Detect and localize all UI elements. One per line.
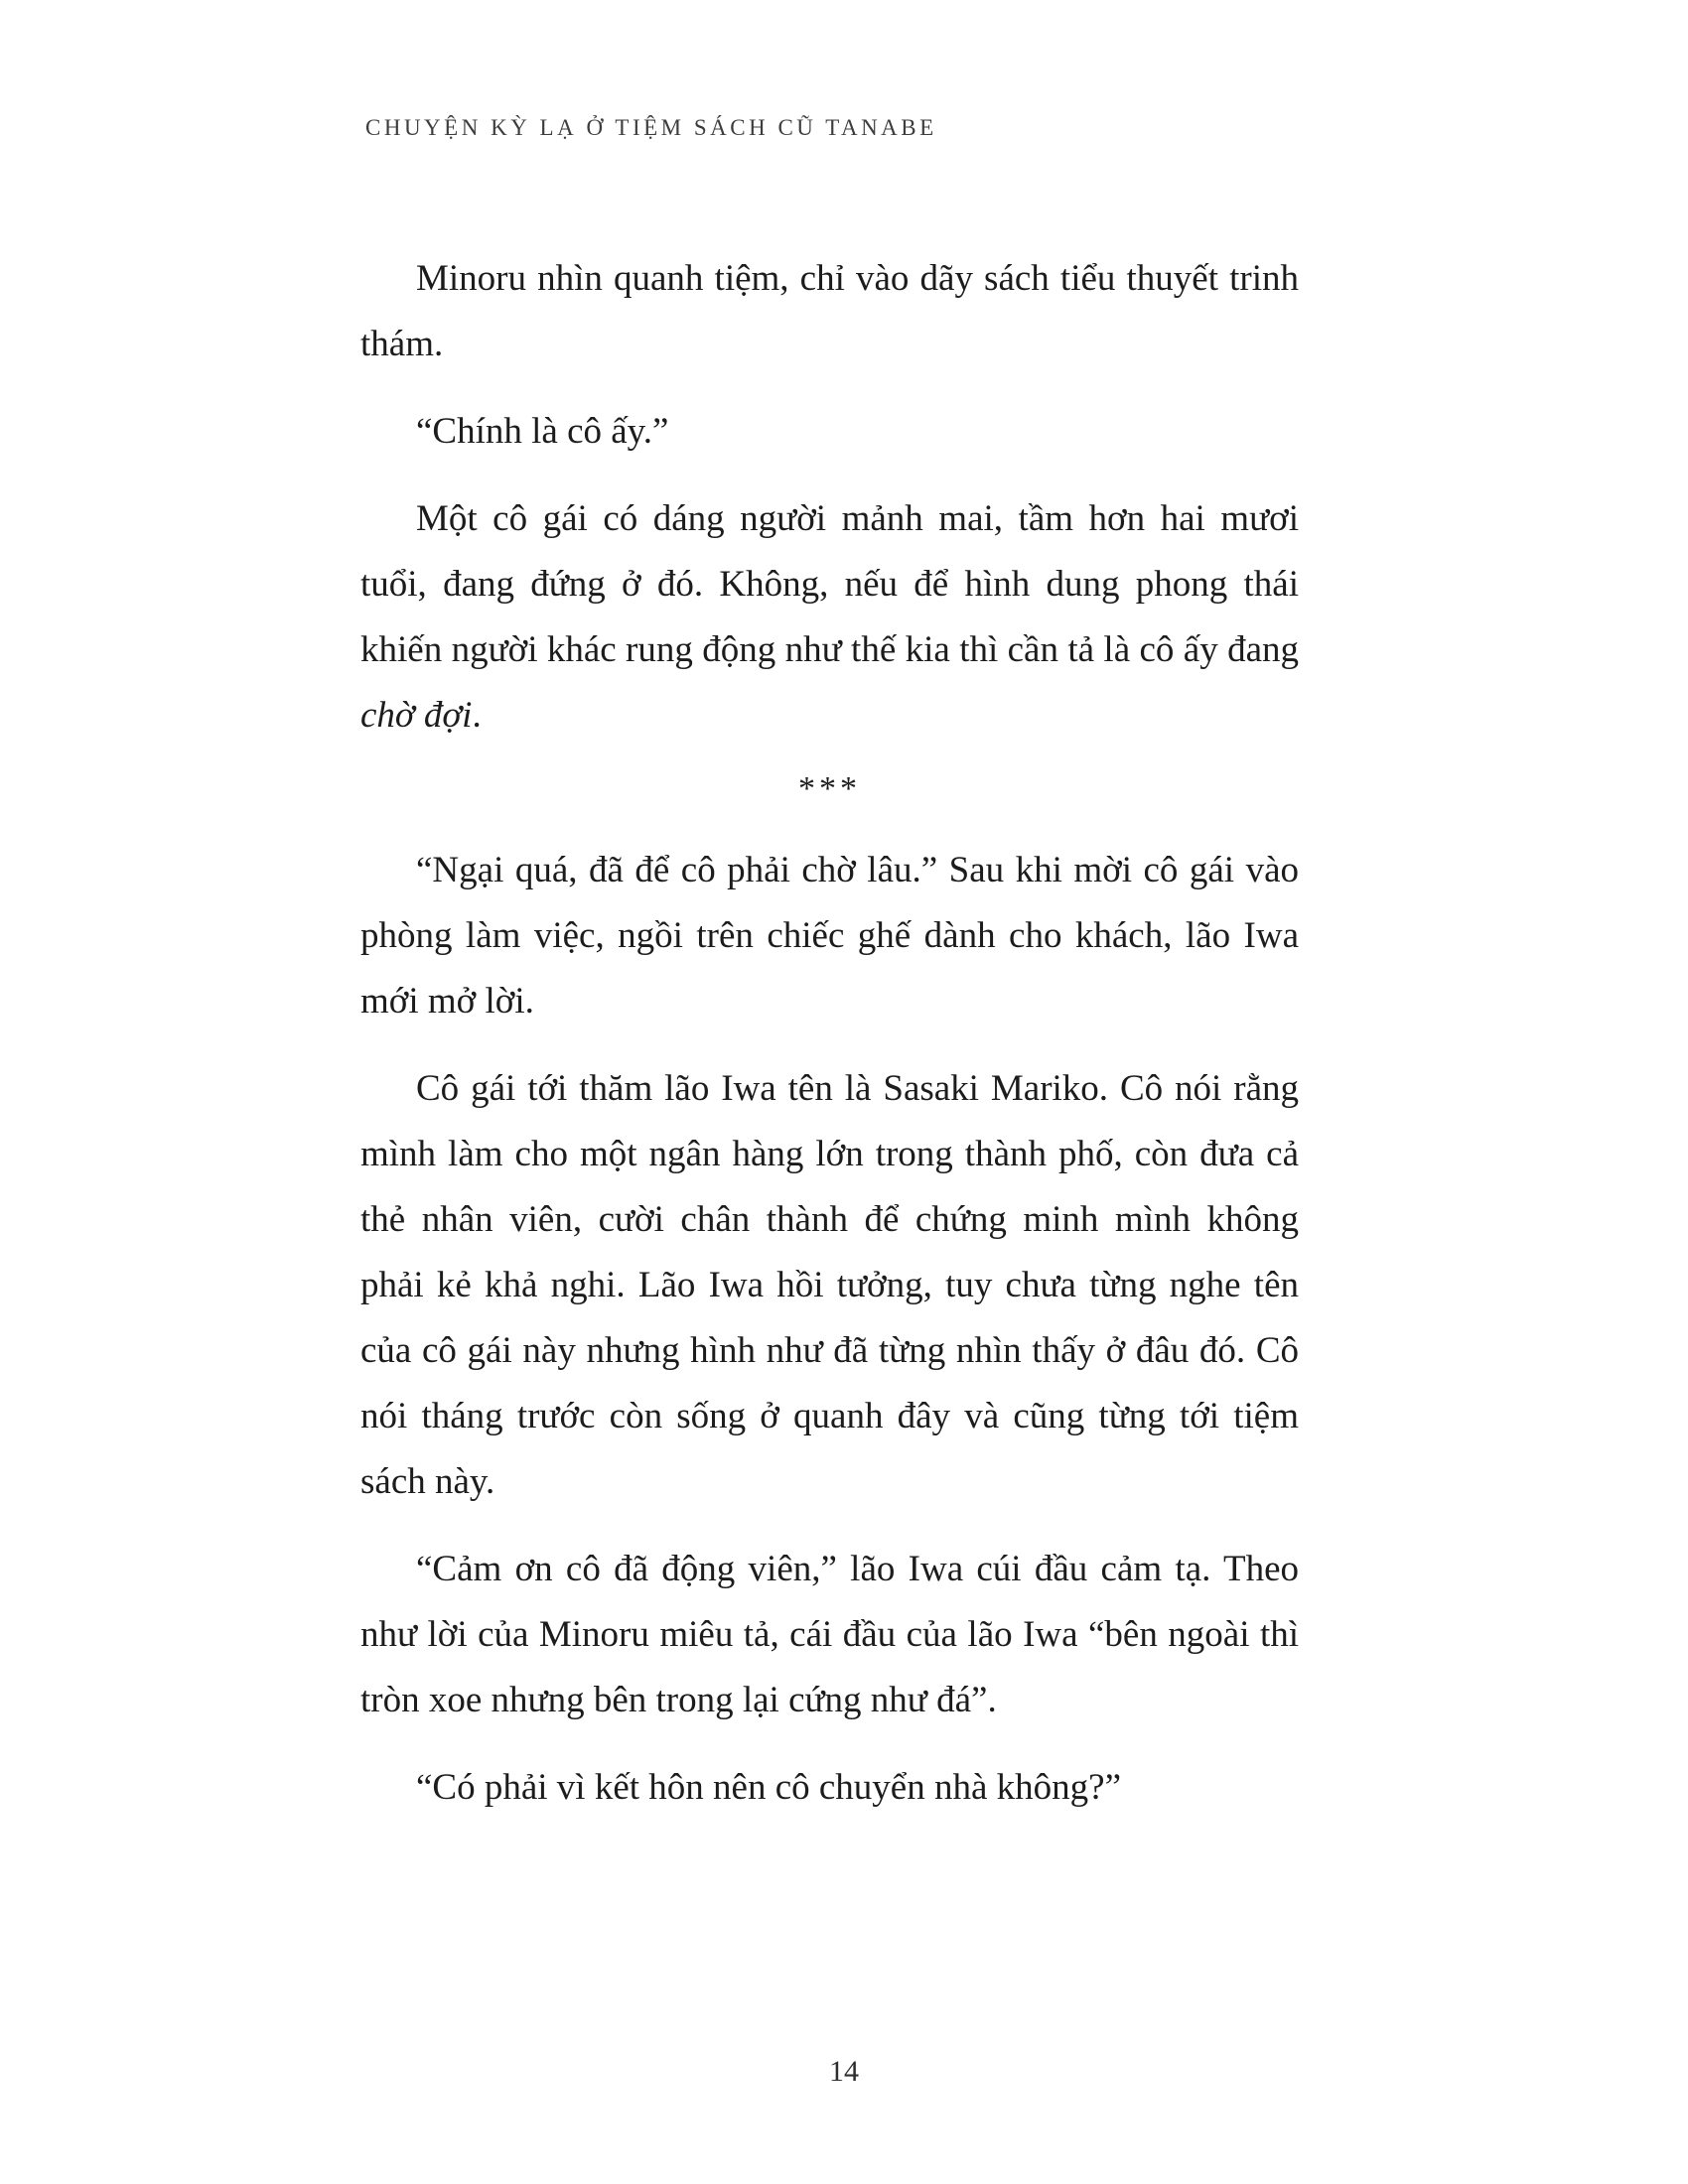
paragraph: “Ngại quá, đã để cô phải chờ lâu.” Sau khi mời cô gái vào phòng làm việc, ngồi trên chiếc ghế dành cho khách, lão Iwa mới mở lời. bbox=[360, 850, 1299, 1022]
text-block bbox=[360, 246, 1299, 1843]
paragraph: “Có phải vì kết hôn nên cô chuyển nhà không?” bbox=[416, 1767, 1121, 1808]
section-separator: *** bbox=[798, 770, 861, 807]
paragraph: Cô gái tới thăm lão Iwa tên là Sasaki Mariko. Cô nói rằng mình làm cho một ngân hàng lớn trong thành phố, còn đưa cả thẻ nhân viên, cười chân thành để chứng minh mình không phải kẻ khả nghi. Lão Iwa hồi tưởng, tuy chưa từng nghe tên của cô gái này nhưng hình như đã từng nhìn thấy ở đâu đó. Cô nói tháng trước còn sống ở quanh đây và cũng từng tới tiệm sách này. bbox=[360, 1068, 1299, 1502]
paragraph: “Cảm ơn cô đã động viên,” lão Iwa cúi đầu cảm tạ. Theo như lời của Minoru miêu tả, cái đầu của lão Iwa “bên ngoài thì tròn xoe nhưng bên trong lại cứng như đá”. bbox=[360, 1549, 1299, 1720]
paragraph bbox=[360, 486, 1299, 749]
running-header: CHUYỆN KỲ LẠ Ở TIỆM SÁCH CŨ TANABE bbox=[365, 115, 937, 140]
paragraph-text: Một cô gái có dáng người mảnh mai, tầm hơn hai mươi tuổi, đang đứng ở đó. Không, nếu để hình dung phong thái khiến người khác rung động như thế kia thì cần tả là cô ấy đang bbox=[360, 498, 1299, 670]
page-number: 14 bbox=[829, 2055, 859, 2088]
italic-phrase: chờ đợi bbox=[360, 695, 473, 736]
paragraph: “Chính là cô ấy.” bbox=[416, 411, 669, 452]
paragraph: Minoru nhìn quanh tiệm, chỉ vào dãy sách tiểu thuyết trinh thám. bbox=[360, 258, 1299, 364]
paragraph-text: . bbox=[472, 695, 482, 736]
